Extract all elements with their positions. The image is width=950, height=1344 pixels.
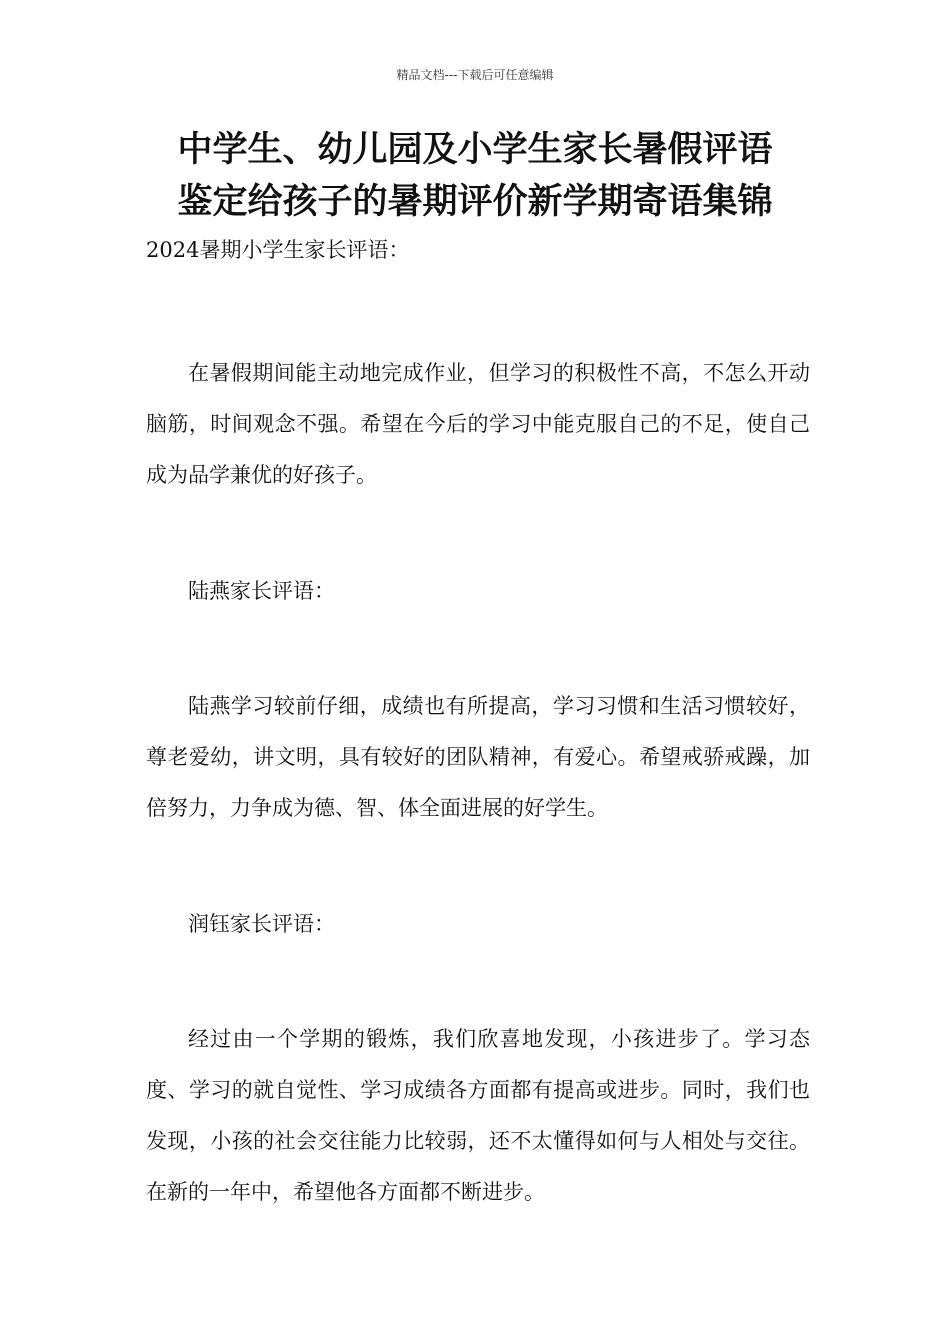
title-line-2: 鉴定给孩子的暑期评价新学期寄语集锦 — [177, 182, 773, 222]
comment-paragraph-3: 经过由一个学期的锻炼，我们欣喜地发现，小孩进步了。学习态度、学习的就自觉性、学习成绩各方面都有提高或进步。同时，我们也发现，小孩的社会交往能力比较弱，还不太懂得如何与人相处与交往。在新的一年中，希望他各方面都不断进步。 — [146, 1027, 810, 1204]
header-note: 精品文档---下载后可任意编辑 — [396, 68, 554, 82]
section-heading: 2024暑期小学生家长评语： — [146, 238, 410, 262]
spacer — [146, 834, 810, 906]
document-title — [130, 124, 820, 228]
spacer — [146, 942, 810, 1014]
document-body — [146, 232, 810, 1218]
comment-paragraph-1: 在暑假期间能主动地完成作业，但学习的积极性不高，不怎么开动脑筋，时间观念不强。希望在今后的学习中能克服自己的不足，使自己成为品学兼优的好孩子。 — [146, 361, 810, 487]
comment-paragraph-2: 陆燕学习较前仔细，成绩也有所提高，学习习惯和生活习惯较好，尊老爱幼，讲文明，具有较好的团队精神，有爱心。希望戒骄戒躁，加倍努力，力争成为德、智、体全面进展的好学生。 — [146, 694, 810, 820]
spacer — [146, 501, 810, 573]
comment-label-luyan: 陆燕家长评语： — [188, 579, 335, 603]
title-line-1: 中学生、幼儿园及小学生家长暑假评语 — [177, 130, 773, 170]
comment-label-runyu: 润钰家长评语： — [188, 912, 335, 936]
spacer — [146, 609, 810, 681]
spacer — [146, 268, 810, 348]
